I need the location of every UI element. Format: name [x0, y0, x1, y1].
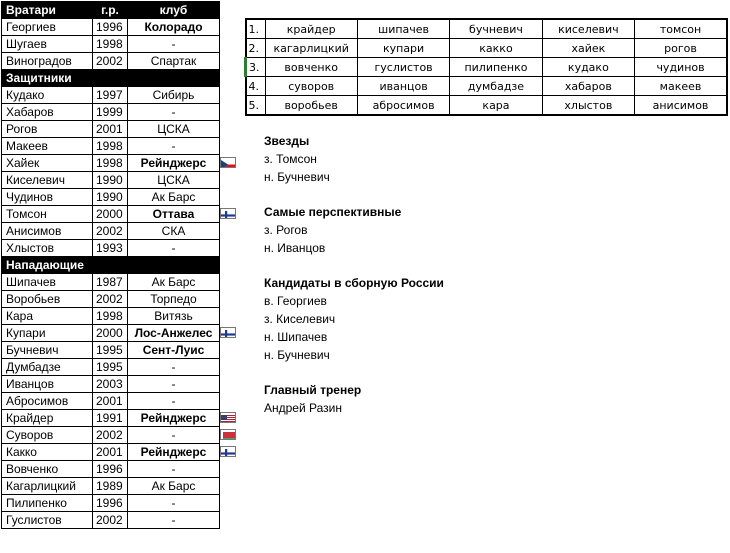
player-club: Торпедо	[128, 291, 220, 308]
player-row	[2, 308, 220, 325]
player-club: -	[128, 512, 220, 529]
line-player: вовченко	[265, 58, 357, 77]
line-player: абросимов	[357, 96, 449, 116]
line-number: 3.	[246, 58, 266, 77]
line-player: купари	[357, 39, 449, 58]
player-club: -	[128, 393, 220, 410]
player-name: Вовченко	[2, 461, 93, 478]
line-player: хайек	[542, 39, 634, 58]
line-player: какко	[450, 39, 542, 58]
belarus-flag-icon	[220, 429, 236, 440]
player-row	[2, 36, 220, 53]
player-year: 2003	[93, 376, 128, 393]
player-name: Кудако	[2, 87, 93, 104]
line-row	[246, 19, 728, 39]
line-player: хлыстов	[542, 96, 634, 116]
player-name: Анисимов	[2, 223, 93, 240]
coach-title: Главный тренер	[264, 383, 362, 397]
player-year: 2001	[93, 121, 128, 138]
player-club: -	[128, 461, 220, 478]
player-name: Виноградов	[2, 53, 93, 70]
player-club: -	[128, 427, 220, 444]
player-row	[2, 223, 220, 240]
player-year: 2001	[93, 444, 128, 461]
player-row	[2, 138, 220, 155]
player-row	[2, 325, 220, 342]
section-title-goalies: Вратари	[2, 2, 93, 19]
player-year: 2002	[93, 512, 128, 529]
player-row	[2, 359, 220, 376]
player-club: Ак Барс	[128, 274, 220, 291]
star-entry: н. Бучневич	[264, 170, 330, 184]
player-club: -	[128, 104, 220, 121]
player-row	[2, 478, 220, 495]
player-name: Кагарлицкий	[2, 478, 93, 495]
line-player: думбадзе	[450, 77, 542, 96]
line-player: суворов	[265, 77, 357, 96]
player-name: Суворов	[2, 427, 93, 444]
player-row	[2, 240, 220, 257]
player-club: Колорадо	[128, 19, 220, 36]
line-number: 1.	[246, 19, 266, 39]
player-year: 1999	[93, 104, 128, 121]
player-year: 1996	[93, 495, 128, 512]
player-name: Думбадзе	[2, 359, 93, 376]
player-name: Томсон	[2, 206, 93, 223]
player-club: СКА	[128, 223, 220, 240]
player-row	[2, 427, 220, 444]
player-year: 1997	[93, 87, 128, 104]
player-name: Бучневич	[2, 342, 93, 359]
finland-flag-icon	[220, 327, 236, 338]
candidate-entry: в. Георгиев	[264, 294, 327, 308]
player-name: Иванцов	[2, 376, 93, 393]
player-year: 1995	[93, 359, 128, 376]
player-name: Пилипенко	[2, 495, 93, 512]
player-row	[2, 274, 220, 291]
player-name: Воробьев	[2, 291, 93, 308]
player-year: 1996	[93, 461, 128, 478]
line-player: гуслистов	[357, 58, 449, 77]
finland-flag-icon	[220, 208, 236, 219]
player-row	[2, 393, 220, 410]
player-club: Оттава	[128, 206, 220, 223]
player-row	[2, 342, 220, 359]
player-year: 1993	[93, 240, 128, 257]
player-row	[2, 121, 220, 138]
player-row	[2, 53, 220, 70]
prospect-entry: з. Рогов	[264, 223, 308, 237]
stars-title: Звезды	[264, 134, 310, 148]
player-name: Чудинов	[2, 189, 93, 206]
player-year: 1990	[93, 189, 128, 206]
player-row	[2, 461, 220, 478]
player-year: 1998	[93, 155, 128, 172]
player-year: 1991	[93, 410, 128, 427]
player-club: Рейнджерс	[128, 155, 220, 172]
player-club: Рейнджерс	[128, 410, 220, 427]
player-club: -	[128, 359, 220, 376]
player-year: 2002	[93, 53, 128, 70]
line-player: воробьев	[265, 96, 357, 116]
line-player: иванцов	[357, 77, 449, 96]
line-player: бучневич	[450, 19, 542, 39]
player-name: Какко	[2, 444, 93, 461]
player-year: 1990	[93, 172, 128, 189]
star-entry: з. Томсон	[264, 152, 317, 166]
player-year: 2000	[93, 206, 128, 223]
line-player: кудако	[542, 58, 634, 77]
line-player: анисимов	[635, 96, 727, 116]
player-name: Рогов	[2, 121, 93, 138]
prospects-title: Самые перспективные	[264, 205, 402, 219]
line-player: макеев	[635, 77, 727, 96]
player-year: 1998	[93, 308, 128, 325]
player-name: Хлыстов	[2, 240, 93, 257]
player-club: ЦСКА	[128, 121, 220, 138]
player-row	[2, 495, 220, 512]
player-row	[2, 291, 220, 308]
player-year: 1996	[93, 19, 128, 36]
candidates-title: Кандидаты в сборную России	[264, 276, 444, 290]
line-number: 2.	[246, 39, 266, 58]
player-name: Хабаров	[2, 104, 93, 121]
player-name: Киселевич	[2, 172, 93, 189]
player-club: -	[128, 495, 220, 512]
goalies-header-row	[2, 2, 220, 19]
line-player: томсон	[635, 19, 727, 39]
year-column-header: г.р.	[93, 2, 128, 19]
lines-body	[246, 19, 728, 115]
player-year: 2001	[93, 393, 128, 410]
line-player: хабаров	[542, 77, 634, 96]
player-year: 2002	[93, 291, 128, 308]
player-row	[2, 172, 220, 189]
line-row	[246, 77, 728, 96]
lines-table	[244, 18, 728, 116]
player-club: Ак Барс	[128, 189, 220, 206]
player-row	[2, 104, 220, 121]
line-player: кара	[450, 96, 542, 116]
player-year: 1995	[93, 342, 128, 359]
player-club: Лос-Анжелес	[128, 325, 220, 342]
player-club: -	[128, 36, 220, 53]
player-club: Сибирь	[128, 87, 220, 104]
player-name: Шугаев	[2, 36, 93, 53]
player-name: Крайдер	[2, 410, 93, 427]
player-row	[2, 376, 220, 393]
candidate-entry: н. Шипачев	[264, 330, 328, 344]
player-year: 1989	[93, 478, 128, 495]
roster-body	[2, 2, 220, 529]
line-player: чудинов	[635, 58, 727, 77]
line-number: 5.	[246, 96, 266, 116]
line-row	[246, 39, 728, 58]
player-club: -	[128, 240, 220, 257]
player-row	[2, 155, 220, 172]
player-row	[2, 512, 220, 529]
player-name: Макеев	[2, 138, 93, 155]
player-year: 1998	[93, 138, 128, 155]
player-row	[2, 206, 220, 223]
forwards-header-row	[2, 257, 220, 274]
line-player: киселевич	[542, 19, 634, 39]
player-name: Кара	[2, 308, 93, 325]
player-name: Гуслистов	[2, 512, 93, 529]
player-name: Купари	[2, 325, 93, 342]
usa-flag-icon	[220, 412, 236, 423]
line-player: шипачев	[357, 19, 449, 39]
player-row	[2, 19, 220, 36]
forwards-header-row-title: Нападающие	[2, 257, 220, 274]
player-row	[2, 444, 220, 461]
prospect-entry: н. Иванцов	[264, 241, 326, 255]
finland-flag-icon	[220, 446, 236, 457]
czech-flag-icon	[220, 157, 236, 168]
player-row	[2, 87, 220, 104]
player-row	[2, 410, 220, 427]
player-club: -	[128, 376, 220, 393]
candidate-entry: н. Бучневич	[264, 348, 330, 362]
roster-table	[1, 1, 220, 529]
club-column-header: клуб	[128, 2, 220, 19]
player-year: 2002	[93, 427, 128, 444]
player-club: ЦСКА	[128, 172, 220, 189]
player-club: -	[128, 138, 220, 155]
line-row	[246, 96, 728, 116]
info-panel	[264, 132, 564, 417]
player-name: Абросимов	[2, 393, 93, 410]
player-year: 2002	[93, 223, 128, 240]
player-name: Хайек	[2, 155, 93, 172]
player-name: Георгиев	[2, 19, 93, 36]
line-player: крайдер	[265, 19, 357, 39]
player-row	[2, 189, 220, 206]
line-row	[246, 58, 728, 77]
defense-header-row	[2, 70, 220, 87]
coach-name: Андрей Разин	[264, 401, 342, 415]
line-number: 4.	[246, 77, 266, 96]
player-club: Спартак	[128, 53, 220, 70]
player-club: Рейнджерс	[128, 444, 220, 461]
player-club: Ак Барс	[128, 478, 220, 495]
line-player: кагарлицкий	[265, 39, 357, 58]
defense-header-row-title: Защитники	[2, 70, 220, 87]
player-year: 2000	[93, 325, 128, 342]
line-player: рогов	[635, 39, 727, 58]
player-year: 1998	[93, 36, 128, 53]
player-name: Шипачев	[2, 274, 93, 291]
player-club: Витязь	[128, 308, 220, 325]
player-year: 1987	[93, 274, 128, 291]
line-player: пилипенко	[450, 58, 542, 77]
player-club: Сент-Луис	[128, 342, 220, 359]
candidate-entry: з. Киселевич	[264, 312, 336, 326]
